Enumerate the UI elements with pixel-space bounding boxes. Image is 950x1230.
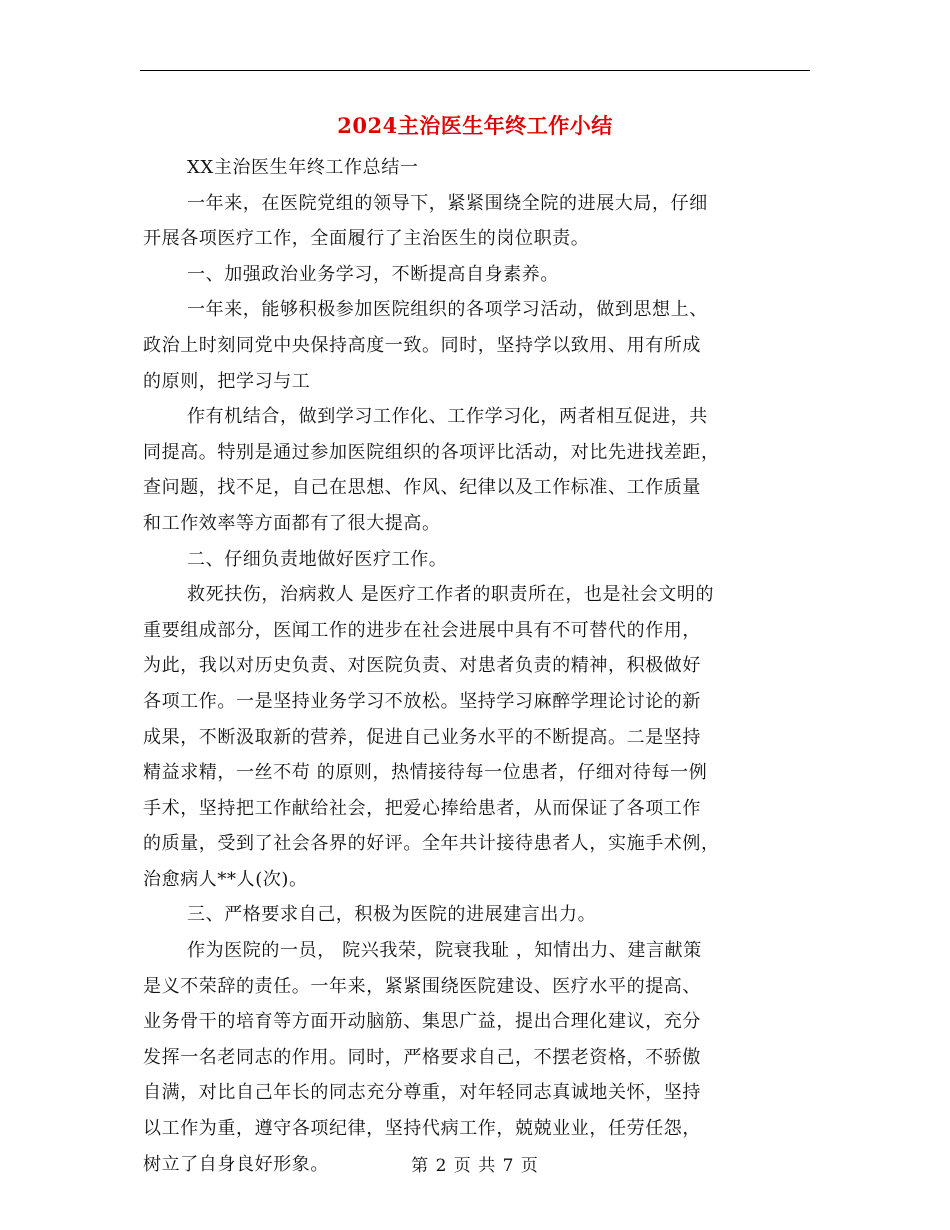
body-line: 政治上时刻同党中央保持高度一致。同时，坚持学以致用、用有所成 bbox=[143, 334, 701, 356]
body-line: 手术，坚持把工作献给社会，把爱心捧给患者，从而保证了各项工作 bbox=[143, 797, 701, 819]
body-line: 的质量，受到了社会各界的好评。全年共计接待患者人，实施手术例， bbox=[143, 833, 720, 855]
body-line: 精益求精，一丝不苟 的原则，热情接待每一位患者，仔细对待每一例 bbox=[143, 762, 708, 784]
body-line: 一、加强政治业务学习，不断提高自身素养。 bbox=[187, 263, 559, 285]
body-line: 重要组成部分，医闻工作的进步在社会进展中具有不可替代的作用， bbox=[143, 619, 701, 641]
document-body bbox=[143, 150, 807, 1182]
body-line: 成果，不断汲取新的营养，促进自己业务水平的不断提高。二是坚持 bbox=[143, 726, 701, 748]
body-line: 业务骨干的培育等方面开动脑筋、集思广益，提出合理化建议，充分 bbox=[143, 1011, 701, 1033]
body-line: 作有机结合，做到学习工作化、工作学习化，两者相互促进，共 bbox=[187, 406, 708, 428]
body-line: 是义不荣辞的责任。一年来，紧紧围绕医院建设、医疗水平的提高、 bbox=[143, 975, 701, 997]
body-line: 各项工作。一是坚持业务学习不放松。坚持学习麻醉学理论讨论的新 bbox=[143, 690, 701, 712]
body-line: 三、严格要求自己，积极为医院的进展建言出力。 bbox=[187, 904, 597, 926]
body-line: 一年来，能够积极参加医院组织的各项学习活动，做到思想上、 bbox=[187, 299, 708, 321]
body-line: 为此，我以对历史负责、对医院负责、对患者负责的精神，积极做好 bbox=[143, 655, 701, 677]
body-line: 二、仔细负责地做好医疗工作。 bbox=[187, 548, 448, 570]
body-line: 同提高。特别是通过参加医院组织的各项评比活动，对比先进找差距， bbox=[143, 441, 720, 463]
body-line: 治愈病人**人(次)。 bbox=[143, 868, 308, 890]
document-title: 2024主治医生年终工作小结 bbox=[337, 113, 613, 138]
body-line: 树立了自身良好形象。 bbox=[143, 1153, 329, 1175]
header-rule bbox=[140, 70, 810, 71]
body-line: XX主治医生年终工作总结一 bbox=[187, 157, 419, 178]
body-line: 发挥一名老同志的作用。同时，严格要求自己，不摆老资格，不骄傲 bbox=[143, 1046, 701, 1068]
body-line: 作为医院的一员， 院兴我荣，院衰我耻 ，知情出力、建言献策 bbox=[187, 940, 702, 962]
body-line: 开展各项医疗工作，全面履行了主治医生的岗位职责。 bbox=[143, 228, 590, 250]
body-line: 的原则，把学习与工 bbox=[143, 370, 311, 392]
page-number-footer: 第 2 页 共 7 页 bbox=[411, 1156, 539, 1176]
body-line: 救死扶伤，治病救人 是医疗工作者的职责所在，也是社会文明的 bbox=[187, 584, 715, 606]
body-line: 和工作效率等方面都有了很大提高。 bbox=[143, 512, 441, 534]
body-line: 自满，对比自己年长的同志充分尊重，对年轻同志真诚地关怀，坚持 bbox=[143, 1082, 701, 1104]
body-line: 一年来，在医院党组的领导下，紧紧围绕全院的进展大局，仔细 bbox=[187, 192, 708, 214]
body-line: 查问题，找不足，自己在思想、作风、纪律以及工作标准、工作质量 bbox=[143, 477, 701, 499]
body-line: 以工作为重，遵守各项纪律，坚持代病工作，兢兢业业，任劳任怨， bbox=[143, 1118, 701, 1140]
